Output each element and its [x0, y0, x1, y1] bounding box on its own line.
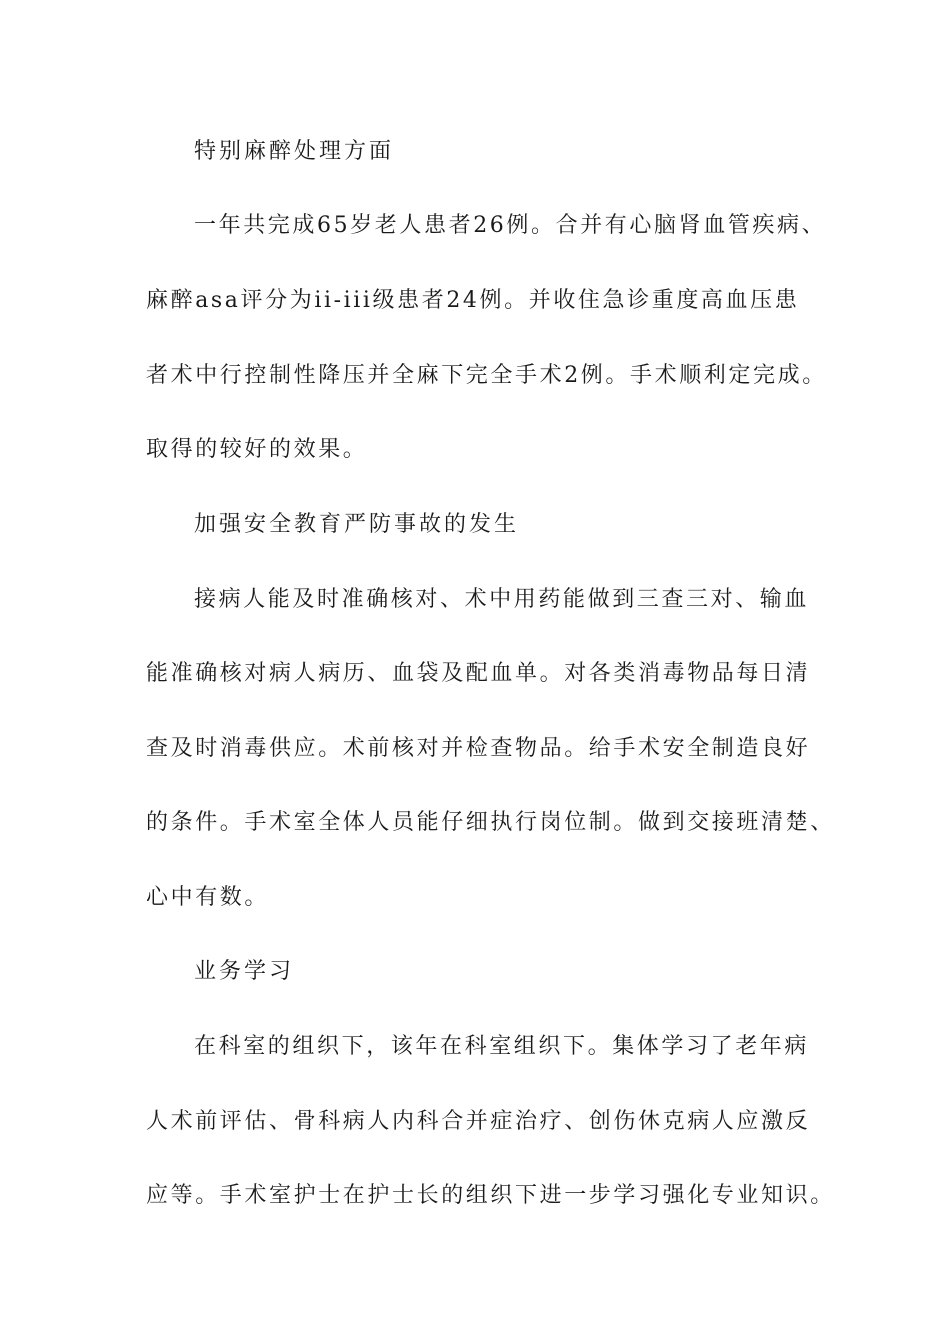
- paragraph-line: 麻醉asa评分为ii-iii级患者24例。并收住急诊重度高血压患: [146, 288, 800, 313]
- paragraph-line: 能准确核对病人病历、血袋及配血单。对各类消毒物品每日清: [146, 661, 811, 686]
- section-heading-study: 业务学习: [194, 959, 295, 984]
- paragraph-line: 心中有数。: [146, 885, 270, 910]
- paragraph-line: 应等。手术室护士在护士长的组织下进一步学习强化专业知识。: [146, 1183, 835, 1208]
- paragraph-line: 的条件。手术室全体人员能仔细执行岗位制。做到交接班清楚、: [146, 810, 835, 835]
- paragraph-line: 在科室的组织下，该年在科室组织下。集体学习了老年病: [194, 1034, 810, 1059]
- paragraph-line: 者术中行控制性降压并全麻下完全手术2例。手术顺利定完成。: [146, 363, 827, 388]
- section-heading-anesthesia: 特别麻醉处理方面: [194, 139, 395, 164]
- paragraph-line: 一年共完成65岁老人患者26例。合并有心脑肾血管疾病、: [194, 213, 827, 238]
- paragraph-line: 取得的较好的效果。: [146, 437, 368, 462]
- section-heading-safety: 加强安全教育严防事故的发生: [194, 512, 520, 537]
- paragraph-line: 人术前评估、骨科病人内科合并症治疗、创伤休克病人应激反: [146, 1109, 811, 1134]
- paragraph-line: 接病人能及时准确核对、术中用药能做到三查三对、输血: [194, 587, 810, 612]
- paragraph-line: 查及时消毒供应。术前核对并检查物品。给手术安全制造良好: [146, 736, 811, 761]
